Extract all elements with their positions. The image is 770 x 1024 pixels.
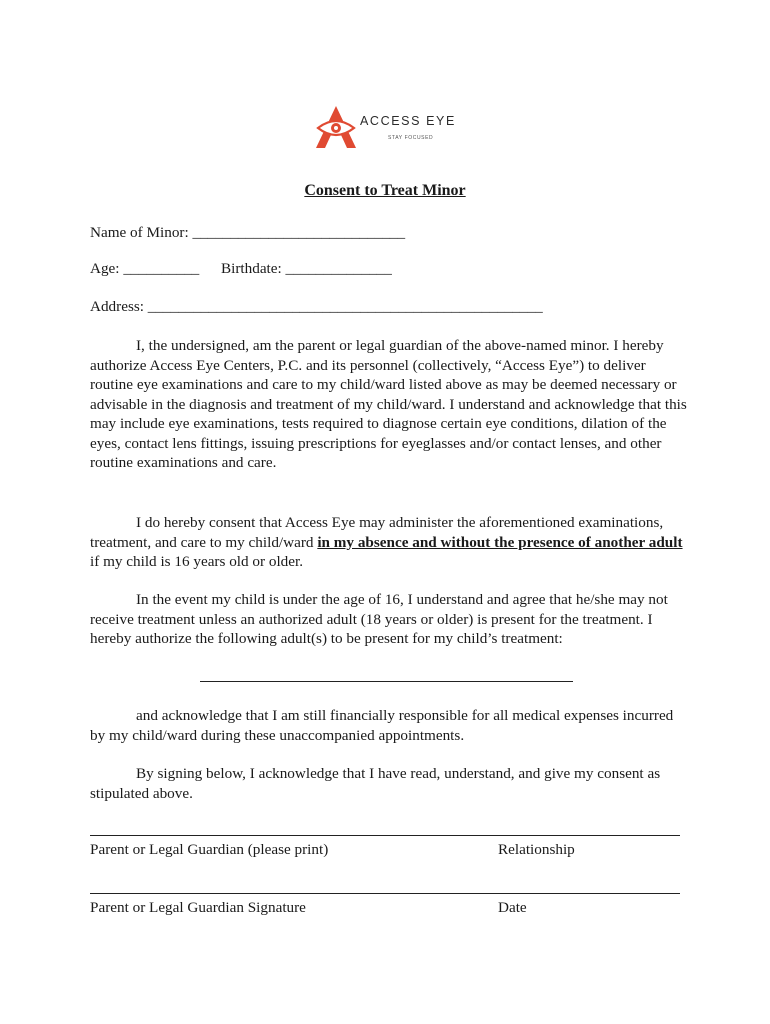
consent-paragraph bbox=[90, 513, 690, 572]
signature-label: Parent or Legal Guardian Signature bbox=[90, 899, 306, 916]
under-16-text: In the event my child is under the age of 16, I understand and agree that he/she may not receive treatment unless an authorized adult (18 years or older) is present for the treatment. I hereby authorize the following adult(s) to be present for my child’s treatment: bbox=[90, 591, 668, 647]
birthdate-field[interactable]: Birthdate: ______________ bbox=[221, 260, 392, 277]
eye-triangle-logo-icon bbox=[312, 104, 360, 150]
financial-text: and acknowledge that I am still financially responsible for all medical expenses incurred by my child/ward during these unaccompanied appointments. bbox=[90, 707, 674, 744]
age-field[interactable]: Age: __________ bbox=[90, 260, 200, 277]
print-name-line[interactable] bbox=[90, 835, 680, 836]
relationship-label: Relationship bbox=[498, 841, 575, 858]
print-name-label: Parent or Legal Guardian (please print) bbox=[90, 841, 329, 858]
financial-paragraph bbox=[90, 706, 690, 745]
signature-line[interactable] bbox=[90, 893, 680, 894]
consent-emphasis: in my absence and without the presence of another adult bbox=[317, 533, 683, 551]
document-title: Consent to Treat Minor bbox=[304, 182, 466, 199]
consent-text-start: I do hereby consent that Access Eye may administer the aforementioned examinations, treatment, and care to my child/ward bbox=[90, 514, 664, 551]
under-16-paragraph bbox=[90, 590, 690, 649]
authorized-adult-line[interactable] bbox=[200, 681, 573, 682]
consent-text-end: if my child is 16 years old or older. bbox=[90, 553, 304, 570]
date-label: Date bbox=[498, 899, 527, 916]
access-eye-logo bbox=[312, 104, 492, 150]
authorization-paragraph bbox=[90, 336, 690, 473]
address-field[interactable]: Address: ____________________________________________________ bbox=[90, 298, 543, 315]
acknowledgement-text: By signing below, I acknowledge that I have read, understand, and give my consent as stipulated above. bbox=[90, 765, 661, 802]
acknowledgement-paragraph bbox=[90, 764, 690, 803]
authorization-text: I, the undersigned, am the parent or legal guardian of the above-named minor. I hereby authorize Access Eye Centers, P.C. and its personnel (collectively, “Access Eye”) to deliver routine eye examinations and care to my child/ward listed above as may be deemed necessary or advisable in the diagnosis and treatment of my child/ward. I understand and acknowledge that this may include eye examinations, tests required to diagnose certain eye conditions, dilation of the eyes, contact lens fittings, issuing prescriptions for eyeglasses and/or contact lenses, and other routine examinations and care. bbox=[90, 337, 687, 471]
brand-tagline: STAY FOCUSED bbox=[388, 135, 434, 141]
name-of-minor-field[interactable]: Name of Minor: ____________________________ bbox=[90, 224, 406, 241]
consent-text bbox=[90, 513, 690, 572]
brand-name: ACCESS EYE bbox=[360, 114, 456, 128]
